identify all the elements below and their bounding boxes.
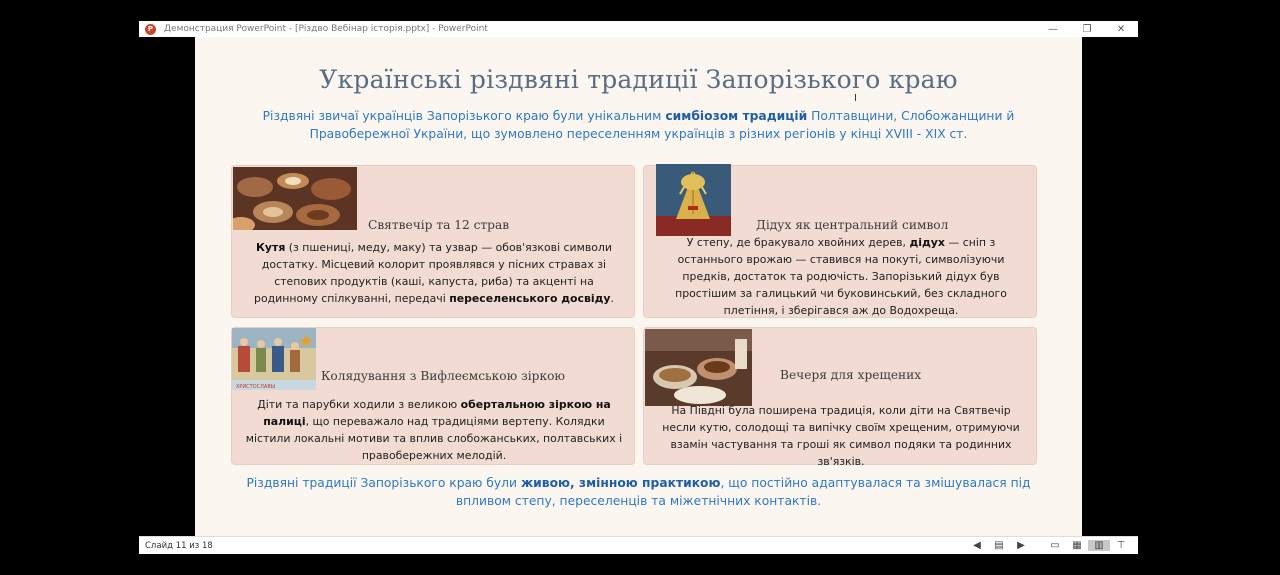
painting-caption: ХРИСТОСЛАВЫ [236, 384, 276, 390]
slide-sorter-icon[interactable]: ▦ [1072, 540, 1082, 551]
slideshow-area[interactable] [139, 37, 1138, 536]
restore-button[interactable]: ❐ [1082, 23, 1092, 35]
prev-icon[interactable]: ◀ [973, 540, 981, 551]
slide-counter: Слайд 11 из 18 [145, 540, 213, 551]
minimize-button[interactable]: — [1048, 23, 1058, 35]
carolers-painting [232, 328, 316, 390]
didukh-photo [656, 164, 731, 236]
reading-view-icon[interactable]: ▥ [1088, 540, 1110, 551]
outro-paragraph: Різдвяні традиції Запорізького краю були живою, змінною практикою, що постійно адаптувалася та змішувалася під впливом степу, переселенців та міжетнічних контактів. [246, 476, 1031, 508]
text-cursor-icon: I [854, 93, 857, 104]
card-text: На Півдні була поширена традиція, коли діти на Святвечір несли кутю, солодощі та випічку своїм хрещеним, отримуючи взамін частування та гроші як символ подяки та родинних зв'язків. [662, 404, 1020, 468]
card-svyatvechir [231, 165, 635, 318]
card-text: Діти та парубки ходили з великою обертальною зіркою на палиці, що переважало над традиціями вертепу. Колядки містили локальні мотиви та вплив слобожанських, полтавських і правобережних мелодій. [245, 398, 623, 462]
card-text: Кутя (з пшениці, меду, маку) та узвар — обов'язкові символи достатку. Місцевий колорит проявлявся у пісних стравах зі степових продуктів (каші, капуста, риба) та акценті на родинному спілкуванні, передачі переселенського досвіду. [254, 241, 614, 305]
card-text: У степу, де бракувало хвойних дерев, дідух — сніп з останнього врожаю — ставився на покуті, символізуючи предків, достаток та родючість. Запорізький дідух був простішим за галицький чи буковинський, без складного плетіння, і зберігався аж до Водохреща. [675, 236, 1007, 317]
window-controls [1036, 24, 1138, 35]
slideshow-icon[interactable]: ⊤ [1116, 540, 1126, 551]
powerpoint-app-icon: P [145, 24, 156, 35]
close-button[interactable]: ✕ [1116, 23, 1126, 35]
supper-photo [645, 329, 752, 406]
intro-paragraph: Різдвяні звичаї українців Запорізького краю були унікальним симбіозом традицій Полтавщини, Слобожанщини й Правобережної України, що зумовлено переселенням українців з різних регіонів у кінці XVIII - XIX ст. [262, 109, 1015, 141]
card-title: Дідух як центральний символ [756, 218, 949, 232]
statusbar-icons [966, 540, 1132, 551]
card-didukh [643, 165, 1037, 318]
window-titlebar [139, 21, 1138, 37]
dishes-photo [233, 167, 357, 230]
window-title: Демонстрация PowerPoint - [Різдво Вебінар історія.pptx] - PowerPoint [164, 24, 488, 34]
card-koliaduvannia [231, 327, 635, 465]
card-vecheria-khreshchenykh [643, 327, 1037, 468]
next-icon[interactable]: ▶ [1017, 540, 1025, 551]
slide[interactable] [195, 37, 1082, 536]
slide-title: Українські різдвяні традиції Запорізького краю [319, 65, 958, 94]
card-title: Вечеря для хрещених [780, 368, 922, 382]
card-title: Святвечір та 12 страв [368, 218, 510, 232]
statusbar [139, 536, 1138, 554]
card-title: Колядування з Вифлеємською зіркою [321, 369, 566, 383]
normal-view-icon[interactable]: ▭ [1050, 540, 1060, 551]
menu-icon[interactable]: ▤ [994, 540, 1004, 551]
